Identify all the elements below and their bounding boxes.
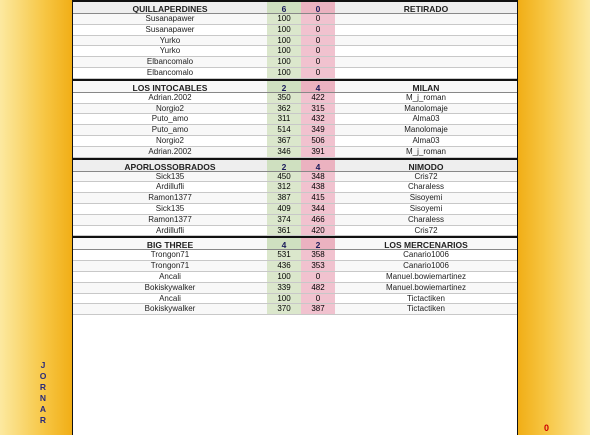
table-row [73, 294, 517, 305]
table-row [73, 104, 517, 115]
home-points: 100 [267, 36, 301, 46]
table-row [73, 283, 517, 294]
away-points: 387 [301, 304, 335, 314]
home-points: 311 [267, 114, 301, 124]
away-points: 0 [301, 25, 335, 35]
away-points: 353 [301, 261, 335, 271]
away-points: 438 [301, 182, 335, 192]
home-player: Elbancomalo [146, 67, 194, 77]
matches-table [73, 0, 517, 315]
table-row [73, 250, 517, 261]
away-points: 420 [301, 226, 335, 236]
away-player: Manolomaje [335, 104, 517, 114]
away-team-score: 2 [301, 238, 335, 249]
home-points: 100 [267, 294, 301, 304]
home-points: 100 [267, 25, 301, 35]
away-player: Cris72 [335, 172, 517, 182]
home-player: Bokiskywalker [73, 304, 267, 314]
home-player: Ardillufli [155, 225, 184, 235]
away-player [335, 25, 517, 35]
away-team: MILAN [335, 81, 517, 92]
away-player: Cris72 [414, 225, 438, 235]
away-points: 0 [301, 46, 335, 56]
away-points: 0 [301, 272, 335, 282]
away-team-score: 4 [301, 81, 335, 92]
table-row [73, 193, 517, 204]
table-row [73, 226, 517, 237]
table-row [73, 182, 517, 193]
away-player: Tictactiken [407, 293, 445, 303]
match-header [73, 158, 517, 172]
home-player: Puto_amo [151, 114, 189, 124]
jornada-letter: A [39, 404, 47, 414]
jornada-letter: J [40, 360, 46, 370]
home-player: Ancali [159, 293, 181, 303]
home-points: 350 [267, 93, 301, 103]
away-points: 315 [301, 104, 335, 114]
away-team: RETIRADO [335, 2, 517, 13]
away-team: LOS MERCENARIOS [335, 238, 517, 249]
away-points: 422 [301, 93, 335, 103]
away-player: Charaless [407, 182, 444, 192]
home-player: Yurko [159, 46, 181, 56]
away-points: 391 [301, 147, 335, 157]
match-header [73, 0, 517, 14]
table-row [73, 25, 517, 36]
away-player [335, 46, 517, 56]
home-player: Elbancomalo [73, 57, 267, 67]
away-player: Canario1006 [335, 261, 517, 271]
away-player [335, 36, 517, 46]
away-points: 358 [301, 250, 335, 260]
home-player: Sick135 [155, 203, 185, 213]
home-team: QUILLAPERDINES [73, 2, 267, 13]
home-points: 100 [267, 68, 301, 78]
away-player: Sisoyemi [409, 203, 443, 213]
table-row [73, 304, 517, 315]
table-row [73, 46, 517, 57]
home-points: 362 [267, 104, 301, 114]
away-player: Manolomaje [335, 125, 517, 135]
home-team-score: 6 [267, 2, 301, 13]
home-player: Norgio2 [73, 104, 267, 114]
table-row [73, 114, 517, 125]
jornada-letter: R [39, 415, 47, 425]
away-points: 0 [301, 14, 335, 24]
table-row [73, 147, 517, 158]
home-points: 531 [267, 250, 301, 260]
jornada-letter: R [39, 382, 47, 392]
away-points: 432 [301, 114, 335, 124]
away-points: 348 [301, 172, 335, 182]
home-points: 436 [267, 261, 301, 271]
home-points: 367 [267, 136, 301, 146]
away-player: Tictactiken [335, 304, 517, 314]
away-player: Canario1006 [403, 250, 449, 260]
home-points: 450 [267, 172, 301, 182]
table-row [73, 93, 517, 104]
home-points: 370 [267, 304, 301, 314]
away-player: M_j_roman [335, 147, 517, 157]
right-divider [517, 0, 518, 435]
home-team-score: 2 [267, 81, 301, 92]
table-row [73, 261, 517, 272]
home-player: Norgio2 [155, 135, 184, 145]
table-row [73, 14, 517, 25]
home-team: LOS INTOCABLES [73, 81, 267, 92]
right-side-panel [518, 0, 590, 435]
away-points: 0 [301, 36, 335, 46]
table-row [73, 272, 517, 283]
table-row [73, 136, 517, 147]
home-player: Adrian.2002 [148, 92, 192, 102]
home-player: Yurko [73, 36, 267, 46]
jornada-vertical-label [38, 360, 48, 426]
away-player: Alma03 [412, 114, 440, 124]
away-team-score: 4 [301, 160, 335, 171]
away-team-score: 0 [301, 2, 335, 13]
away-points: 466 [301, 215, 335, 225]
home-player: Susanapawer [73, 14, 267, 24]
home-points: 387 [267, 193, 301, 203]
away-points: 344 [301, 204, 335, 214]
table-row [73, 125, 517, 136]
away-player [335, 68, 517, 78]
away-player: Charaless [335, 215, 517, 225]
home-player: Susanapawer [145, 24, 195, 34]
home-points: 409 [267, 204, 301, 214]
home-points: 312 [267, 182, 301, 192]
home-player: Ardillufli [155, 182, 184, 192]
table-row [73, 36, 517, 47]
away-points: 0 [301, 57, 335, 67]
away-player: Sisoyemi [335, 193, 517, 203]
home-points: 339 [267, 283, 301, 293]
home-player: Puto_amo [73, 125, 267, 135]
table-row [73, 57, 517, 68]
away-player: Manuel.bowiemartinez [385, 271, 467, 281]
home-player: Adrian.2002 [73, 147, 267, 157]
home-team: BIG THREE [73, 238, 267, 249]
match-header [73, 236, 517, 250]
away-points: 506 [301, 136, 335, 146]
home-points: 100 [267, 14, 301, 24]
away-points: 349 [301, 125, 335, 135]
home-player: Trongon71 [73, 261, 267, 271]
home-points: 514 [267, 125, 301, 135]
away-player: Alma03 [412, 135, 440, 145]
away-team: NIMODO [335, 160, 517, 171]
home-points: 361 [267, 226, 301, 236]
away-points: 0 [301, 294, 335, 304]
home-player: Bokiskywalker [73, 283, 267, 293]
table-row [73, 68, 517, 79]
home-player: Ancali [159, 271, 181, 281]
home-team-score: 2 [267, 160, 301, 171]
away-player [335, 14, 517, 24]
away-player: M_j_roman [405, 92, 446, 102]
jornada-letter: N [39, 393, 47, 403]
home-points: 100 [267, 57, 301, 67]
away-player: Manuel.bowiemartinez [335, 283, 517, 293]
home-player: Sick135 [73, 172, 267, 182]
home-player: Trongon71 [150, 250, 190, 260]
home-player: Ramon1377 [73, 193, 267, 203]
home-player: Ramon1377 [73, 215, 267, 225]
away-points: 482 [301, 283, 335, 293]
right-side-value: 0 [544, 423, 550, 433]
away-points: 415 [301, 193, 335, 203]
away-points: 0 [301, 68, 335, 78]
jornada-letter: O [39, 371, 47, 381]
home-points: 100 [267, 46, 301, 56]
table-row [73, 204, 517, 215]
left-side-panel [0, 0, 72, 435]
away-player [335, 57, 517, 67]
home-points: 346 [267, 147, 301, 157]
home-points: 100 [267, 272, 301, 282]
home-team-score: 4 [267, 238, 301, 249]
home-team: APORLOSSOBRADOS [73, 160, 267, 171]
home-points: 374 [267, 215, 301, 225]
match-header [73, 79, 517, 93]
table-row [73, 172, 517, 183]
table-row [73, 215, 517, 226]
